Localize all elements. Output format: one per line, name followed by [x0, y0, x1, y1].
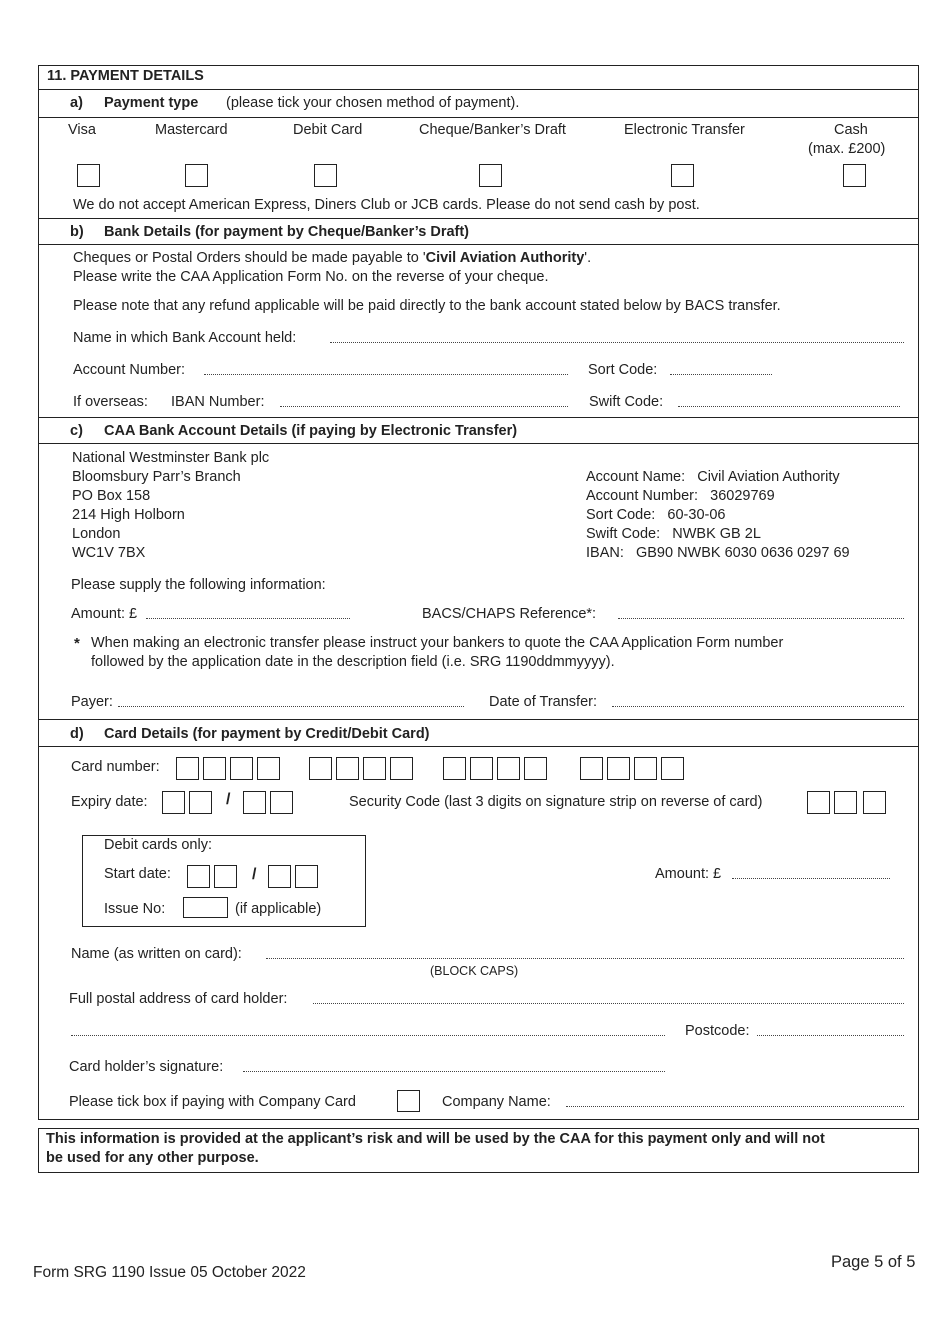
payee-name: Civil Aviation Authority: [425, 250, 585, 266]
expiry-digit-box[interactable]: [162, 791, 185, 814]
transfer-amount-label: Amount: £: [71, 606, 138, 622]
start-date-digit-box[interactable]: [268, 865, 291, 888]
caa-account-number-value: 36029769: [710, 488, 775, 504]
bank-account-name-label: Name in which Bank Account held:: [73, 330, 297, 346]
caa-iban-label: IBAN:: [586, 545, 624, 561]
security-digit-box[interactable]: [807, 791, 830, 814]
caa-sort-code: [586, 506, 725, 525]
start-date-slash: /: [252, 866, 257, 883]
overseas-label: If overseas:: [73, 394, 148, 410]
mastercard-checkbox[interactable]: [185, 164, 208, 187]
card-digit-box[interactable]: [443, 757, 466, 780]
card-digit-box[interactable]: [497, 757, 520, 780]
security-code-label: Security Code (last 3 digits on signature strip on reverse of card): [349, 794, 763, 810]
issue-no-label: Issue No:: [104, 901, 166, 917]
caa-account-name-value: Civil Aviation Authority: [697, 469, 840, 485]
disclaimer-line: be used for any other purpose.: [46, 1150, 259, 1166]
swift-code-field[interactable]: [678, 406, 900, 407]
bank-address-line: 214 High Holborn: [72, 507, 185, 523]
security-digit-box[interactable]: [863, 791, 886, 814]
cash-checkbox[interactable]: [843, 164, 866, 187]
company-card-checkbox[interactable]: [397, 1090, 420, 1112]
start-date-label: Start date:: [104, 866, 171, 882]
cardholder-signature-field[interactable]: [243, 1071, 665, 1072]
expiry-digit-box[interactable]: [243, 791, 266, 814]
divider: [38, 117, 919, 118]
card-digit-box[interactable]: [470, 757, 493, 780]
payment-option-debit-card: Debit Card: [293, 122, 363, 138]
start-date-digit-box[interactable]: [214, 865, 237, 888]
expiry-digit-box[interactable]: [270, 791, 293, 814]
caa-iban-value: GB90 NWBK 6030 0636 0297 69: [635, 545, 850, 561]
card-amount-field[interactable]: [732, 878, 890, 879]
block-caps-note: (BLOCK CAPS): [430, 964, 519, 978]
caa-swift-code-label: Swift Code:: [586, 526, 661, 542]
expiry-date-label: Expiry date:: [71, 794, 148, 810]
section-c-letter: c): [70, 423, 83, 439]
caa-swift-code: [586, 525, 761, 544]
card-digit-box[interactable]: [580, 757, 603, 780]
card-digit-box[interactable]: [390, 757, 413, 780]
account-number-label: Account Number:: [73, 362, 186, 378]
card-digit-box[interactable]: [524, 757, 547, 780]
divider: [38, 244, 919, 245]
sort-code-label: Sort Code:: [588, 362, 658, 378]
caa-sort-code-value: 60-30-06: [667, 507, 726, 523]
payment-option-visa: Visa: [68, 122, 96, 138]
account-number-field[interactable]: [204, 374, 568, 375]
bank-address-line: National Westminster Bank plc: [72, 450, 270, 466]
transfer-footnote-line: When making an electronic transfer please instruct your bankers to quote the CAA Application Form number: [91, 635, 784, 651]
cardholder-name-field[interactable]: [266, 958, 904, 959]
card-digit-box[interactable]: [230, 757, 253, 780]
card-digit-box[interactable]: [309, 757, 332, 780]
divider: [38, 719, 919, 720]
caa-account-name: [586, 468, 840, 487]
cardholder-name-label: Name (as written on card):: [71, 946, 242, 962]
iban-label: IBAN Number:: [171, 394, 265, 410]
payment-option-cash: Cash: [834, 122, 868, 138]
date-of-transfer-field[interactable]: [612, 706, 904, 707]
company-name-field[interactable]: [566, 1106, 904, 1107]
section-d-letter: d): [70, 726, 84, 742]
expiry-slash: /: [226, 791, 231, 808]
section-b-letter: b): [70, 224, 84, 240]
transfer-amount-field[interactable]: [146, 618, 350, 619]
issue-no-field[interactable]: [183, 897, 228, 918]
page-number: Page 5 of 5: [831, 1253, 916, 1271]
section-c-title: CAA Bank Account Details (if paying by Electronic Transfer): [104, 423, 518, 439]
card-digit-box[interactable]: [203, 757, 226, 780]
electronic-transfer-checkbox[interactable]: [671, 164, 694, 187]
divider: [38, 746, 919, 747]
bank-account-name-field[interactable]: [330, 342, 904, 343]
supply-info-note: Please supply the following information:: [71, 577, 326, 593]
iban-field[interactable]: [280, 406, 568, 407]
cheque-note-post: '.: [584, 250, 592, 266]
transfer-footnote-line: followed by the application date in the description field (i.e. SRG 1190ddmmyyyy).: [91, 654, 615, 670]
card-amount-label: Amount: £: [655, 866, 722, 882]
caa-account-name-label: Account Name:: [586, 469, 686, 485]
bank-address-line: Bloomsbury Parr’s Branch: [72, 469, 241, 485]
caa-account-number: [586, 487, 775, 506]
caa-sort-code-label: Sort Code:: [586, 507, 656, 523]
card-digit-box[interactable]: [634, 757, 657, 780]
section-a-letter: a): [70, 95, 83, 111]
bacs-reference-field[interactable]: [618, 618, 904, 619]
section-a-note: (please tick your chosen method of payment).: [226, 95, 520, 111]
divider: [38, 218, 919, 219]
card-digit-box[interactable]: [661, 757, 684, 780]
divider: [38, 89, 919, 90]
visa-checkbox[interactable]: [77, 164, 100, 187]
section-a-title: Payment type: [104, 95, 199, 111]
caa-swift-code-value: NWBK GB 2L: [672, 526, 761, 542]
payer-field[interactable]: [118, 706, 464, 707]
cardholder-signature-label: Card holder’s signature:: [69, 1059, 224, 1075]
postal-address-label: Full postal address of card holder:: [69, 991, 288, 1007]
start-date-digit-box[interactable]: [295, 865, 318, 888]
debit-cards-only-label: Debit cards only:: [104, 837, 212, 853]
postcode-field[interactable]: [757, 1035, 904, 1036]
form-reference: Form SRG 1190 Issue 05 October 2022: [33, 1264, 306, 1281]
section-d-title: Card Details (for payment by Credit/Debit Card): [104, 726, 430, 742]
caa-account-number-label: Account Number:: [586, 488, 699, 504]
postcode-label: Postcode:: [685, 1023, 750, 1039]
card-digit-box[interactable]: [336, 757, 359, 780]
bank-address-line: WC1V 7BX: [72, 545, 146, 561]
cheque-note-pre: Cheques or Postal Orders should be made payable to ': [73, 250, 426, 266]
payment-option-mastercard: Mastercard: [155, 122, 228, 138]
divider: [38, 417, 919, 418]
payment-option-cheque: Cheque/Banker’s Draft: [419, 122, 566, 138]
card-number-label: Card number:: [71, 759, 160, 775]
refund-note: Please note that any refund applicable will be paid directly to the bank account stated below by BACS transfer.: [73, 298, 781, 314]
section-title: 11. PAYMENT DETAILS: [47, 68, 204, 84]
company-name-label: Company Name:: [442, 1094, 551, 1110]
bacs-reference-label: BACS/CHAPS Reference*:: [422, 606, 597, 622]
expiry-digit-box[interactable]: [189, 791, 212, 814]
swift-code-label: Swift Code:: [589, 394, 664, 410]
card-digit-box[interactable]: [363, 757, 386, 780]
start-date-digit-box[interactable]: [187, 865, 210, 888]
company-card-label: Please tick box if paying with Company Card: [69, 1094, 356, 1110]
security-digit-box[interactable]: [834, 791, 857, 814]
bank-address-line: PO Box 158: [72, 488, 151, 504]
payer-label: Payer:: [71, 694, 113, 710]
cheque-reverse-note: Please write the CAA Application Form No. on the reverse of your cheque.: [73, 269, 549, 285]
cheque-checkbox[interactable]: [479, 164, 502, 187]
card-digit-box[interactable]: [607, 757, 630, 780]
bank-address-line: London: [72, 526, 121, 542]
cheque-payable-note: [73, 249, 591, 268]
divider: [38, 443, 919, 444]
debit-card-checkbox[interactable]: [314, 164, 337, 187]
postal-address-field[interactable]: [313, 1003, 904, 1004]
card-digit-box[interactable]: [257, 757, 280, 780]
cash-limit-note: (max. £200): [808, 141, 886, 157]
disclaimer-line: This information is provided at the applicant’s risk and will be used by the CAA for this payment only and will not: [46, 1131, 825, 1147]
payment-option-electronic: Electronic Transfer: [624, 122, 745, 138]
postal-address-field-2[interactable]: [71, 1035, 665, 1036]
footnote-asterisk: *: [74, 635, 80, 652]
sort-code-field[interactable]: [670, 374, 772, 375]
date-of-transfer-label: Date of Transfer:: [489, 694, 597, 710]
card-restriction-note: We do not accept American Express, Diners Club or JCB cards. Please do not send cash by post.: [73, 197, 700, 213]
issue-no-note: (if applicable): [235, 901, 322, 917]
caa-iban: [586, 544, 850, 563]
card-digit-box[interactable]: [176, 757, 199, 780]
section-b-title: Bank Details (for payment by Cheque/Banker’s Draft): [104, 224, 470, 240]
